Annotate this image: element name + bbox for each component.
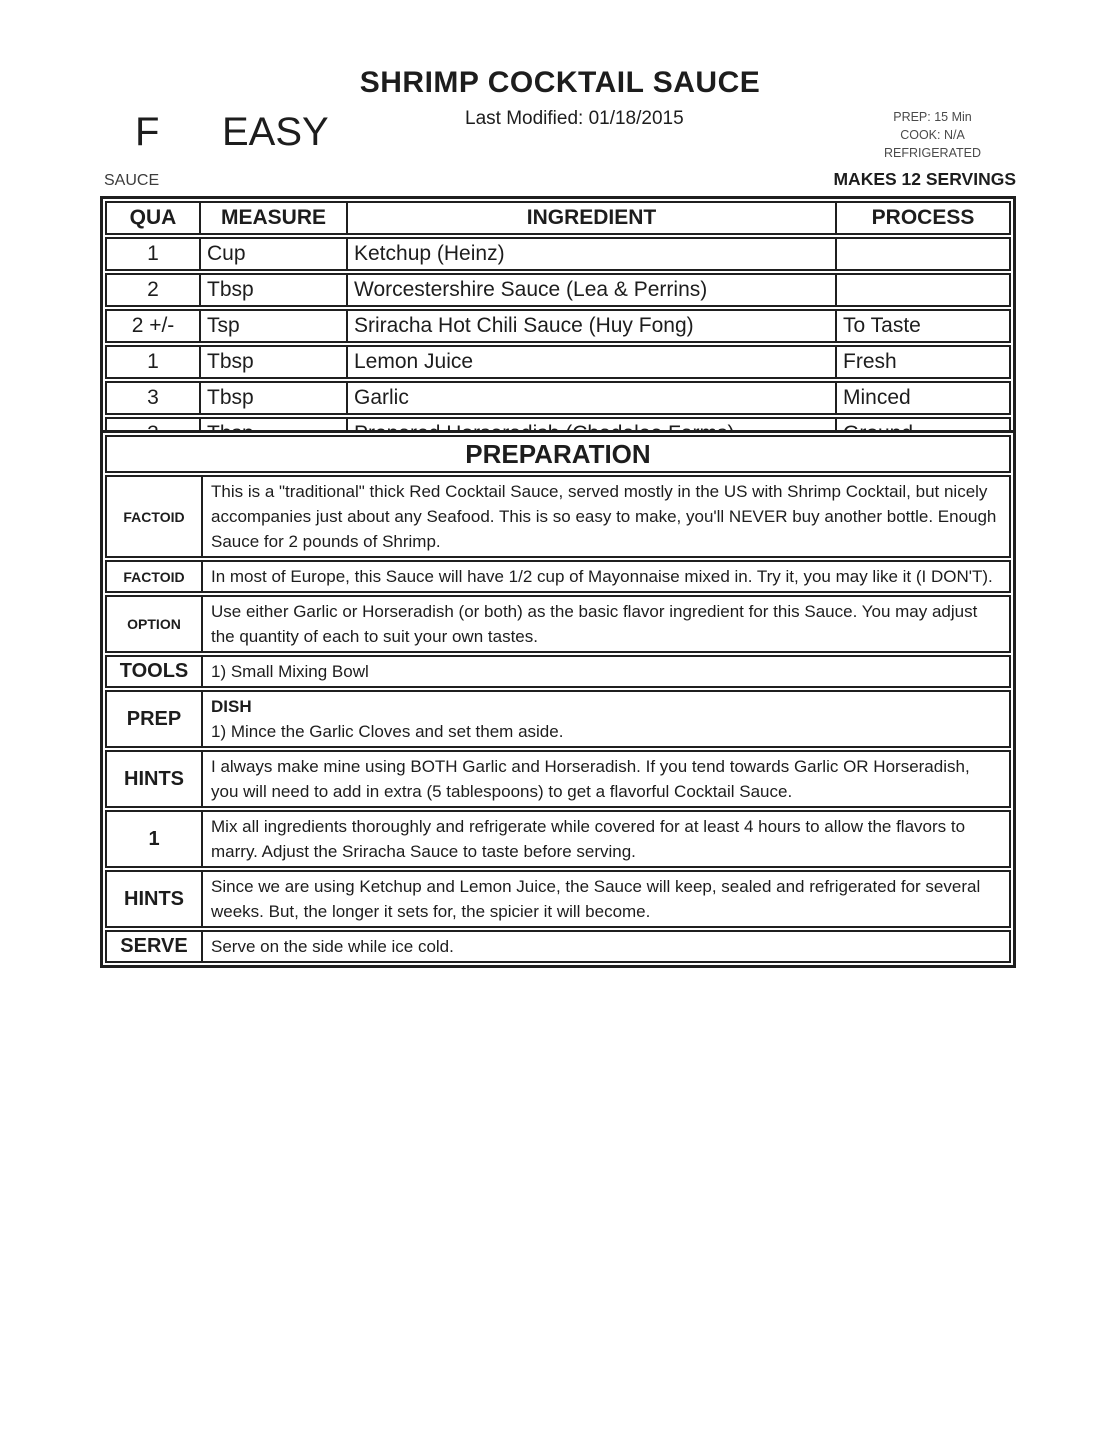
preparation-row-content	[201, 932, 1009, 961]
ingredients-table	[100, 196, 1016, 456]
ingredient-cell-measure: Tbsp	[199, 275, 346, 305]
preparation-row-label: TOOLS	[119, 660, 189, 682]
preparation-row-label: FACTOID	[123, 568, 185, 585]
servings-label: MAKES 12 SERVINGS	[833, 169, 1016, 189]
ingredient-cell-process	[835, 239, 1009, 269]
preparation-row-label: 1	[148, 827, 160, 850]
preparation-row-label: FACTOID	[123, 508, 185, 525]
ingredient-row	[105, 237, 1011, 271]
prep-time: PREP: 15 Min	[893, 110, 972, 124]
preparation-row	[105, 930, 1011, 963]
column-header-measure: MEASURE	[199, 203, 346, 233]
preparation-row	[105, 595, 1011, 653]
ingredient-cell-ingredient: Worcestershire Sauce (Lea & Perrins)	[346, 275, 835, 305]
preparation-row-label: SERVE	[120, 935, 188, 957]
preparation-row-content	[201, 477, 1009, 556]
preparation-row-label: OPTION	[127, 616, 181, 632]
ingredient-cell-qua: 3	[147, 386, 159, 409]
ingredient-cell-ingredient: Lemon Juice	[346, 347, 835, 377]
preparation-row	[105, 750, 1011, 808]
preparation-text-line: I always make mine using BOTH Garlic and Horseradish. If you tend towards Garlic OR Horseradish, you will need to add in extra (5 tablespoons) to get a flavorful Cocktail Sauce.	[211, 757, 970, 801]
preparation-text-line: Mix all ingredients thoroughly and refrigerate while covered for at least 4 hours to allow the flavors to marry. Adjust the Sriracha Sauce to taste before serving.	[211, 817, 966, 861]
recipe-title: SHRIMP COCKTAIL SAUCE	[359, 66, 761, 99]
preparation-row-content	[201, 872, 1009, 926]
ingredient-cell-process: To Taste	[835, 311, 1009, 341]
ingredient-cell-qua: 1	[147, 242, 159, 265]
ingredient-cell-measure: Cup	[199, 239, 346, 269]
preparation-row-content	[201, 692, 1009, 746]
difficulty-label: EASY	[222, 110, 329, 154]
ingredient-cell-ingredient: Sriracha Hot Chili Sauce (Huy Fong)	[346, 311, 835, 341]
ingredient-row	[105, 309, 1011, 343]
preparation-row	[105, 810, 1011, 868]
ingredient-cell-ingredient: Garlic	[346, 383, 835, 413]
ingredient-cell-process	[835, 275, 1009, 305]
prep-cook-meta	[845, 108, 1020, 162]
ingredient-cell-qua: 2 +/-	[131, 314, 175, 337]
preparation-table	[100, 430, 1016, 968]
ingredient-cell-qua: 2	[147, 278, 159, 301]
preparation-text-line: Use either Garlic or Horseradish (or both) as the basic flavor ingredient for this Sauce. You may adjust the quantity of each to suit your own tastes.	[211, 602, 978, 646]
preparation-text-line: DISH	[211, 697, 252, 716]
ingredient-row	[105, 273, 1011, 307]
column-header-ingredient: INGREDIENT	[346, 203, 835, 233]
ingredient-cell-measure: Tbsp	[199, 383, 346, 413]
preparation-text-line: Since we are using Ketchup and Lemon Juice, the Sauce will keep, sealed and refrigerated for several weeks. But, the longer it sets for, the spicier it will become.	[211, 877, 981, 921]
cook-time: COOK: N/A	[900, 128, 965, 142]
preparation-row-content	[201, 597, 1009, 651]
ingredient-cell-ingredient: Ketchup (Heinz)	[346, 239, 835, 269]
ingredient-cell-process: Minced	[835, 383, 1009, 413]
preparation-row-content	[201, 562, 1009, 591]
grade-letter: F	[135, 110, 160, 154]
ingredient-cell-process: Fresh	[835, 347, 1009, 377]
preparation-row-content	[201, 752, 1009, 806]
preparation-row-content	[201, 812, 1009, 866]
preparation-row-label: HINTS	[124, 767, 184, 790]
ingredient-cell-measure: Tbsp	[199, 347, 346, 377]
column-header-process: PROCESS	[835, 203, 1009, 233]
preparation-text-line: This is a "traditional" thick Red Cocktail Sauce, served mostly in the US with Shrimp Cocktail, but nicely accompanies just about any Seafood. This is so easy to make, you'll NEVER buy another bottle. Enough Sauce for 2 pounds of Shrimp.	[211, 482, 997, 551]
preparation-row	[105, 690, 1011, 748]
last-modified: Last Modified: 01/18/2015	[465, 108, 684, 129]
ingredient-row	[105, 345, 1011, 379]
preparation-row	[105, 655, 1011, 688]
preparation-row	[105, 475, 1011, 558]
column-header-qua: QUA	[129, 206, 177, 229]
category-label: SAUCE	[104, 172, 160, 189]
preparation-text-line: Serve on the side while ice cold.	[211, 937, 454, 956]
ingredients-header-row	[105, 201, 1011, 235]
preparation-row-label: PREP	[126, 707, 182, 730]
preparation-title: PREPARATION	[465, 439, 651, 469]
preparation-text-line: In most of Europe, this Sauce will have 1/2 cup of Mayonnaise mixed in. Try it, you may like it (I DON'T).	[211, 567, 993, 586]
preparation-text-line: 1) Mince the Garlic Cloves and set them aside.	[211, 722, 564, 741]
ingredient-row	[105, 381, 1011, 415]
preparation-text-line: 1) Small Mixing Bowl	[211, 662, 369, 681]
ingredient-cell-measure: Tsp	[199, 311, 346, 341]
ingredient-cell-qua: 1	[147, 350, 159, 373]
preparation-row-label: HINTS	[124, 887, 184, 910]
preparation-row	[105, 560, 1011, 593]
preparation-row	[105, 870, 1011, 928]
preparation-header-row	[105, 435, 1011, 473]
storage-method: REFRIGERATED	[884, 146, 981, 160]
preparation-row-content	[201, 657, 1009, 686]
